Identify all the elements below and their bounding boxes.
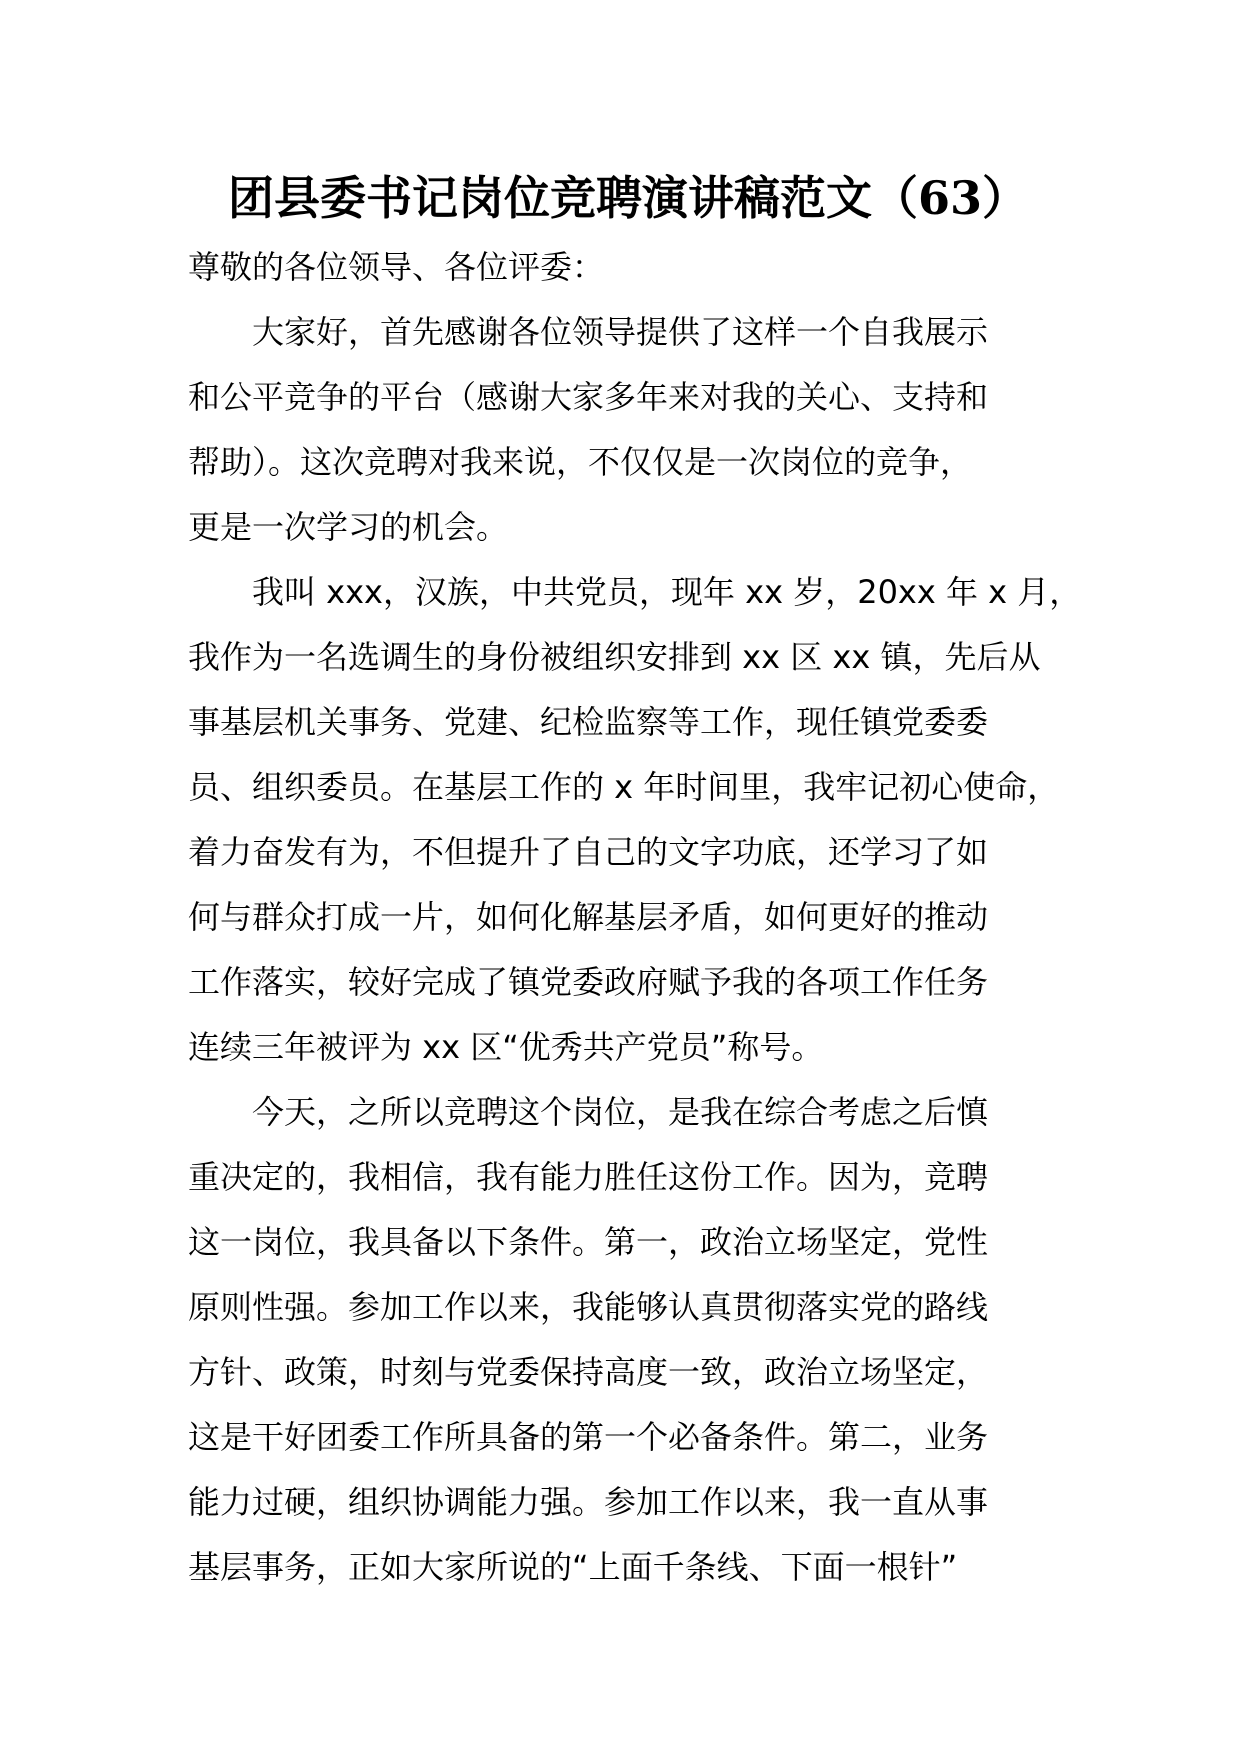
text-line: 今天，之所以竞聘这个岗位，是我在综合考虑之后慎 (252, 1093, 989, 1131)
text-line: 何与群众打成一片，如何化解基层矛盾，如何更好的推动 (188, 898, 989, 936)
paragraph-qualifications (188, 1080, 1078, 1600)
text-line: 这一岗位，我具备以下条件。第一，政治立场坚定，党性 (188, 1223, 989, 1261)
text-line: 着力奋发有为，不但提升了自己的文字功底，还学习了如 (188, 833, 989, 871)
text-line: 员、组织委员。在基层工作的 x 年时间里，我牢记初心使命， (188, 768, 1060, 806)
text-line: 连续三年被评为 xx 区“优秀共产党员”称号。 (188, 1028, 824, 1066)
text-line: 工作落实，较好完成了镇党委政府赋予我的各项工作任务 (188, 963, 989, 1001)
text-line: 能力过硬，组织协调能力强。参加工作以来，我一直从事 (188, 1483, 989, 1521)
text-line: 基层事务，正如大家所说的“上面千条线、下面一根针” (188, 1548, 958, 1586)
text-line: 大家好，首先感谢各位领导提供了这样一个自我展示 (252, 313, 989, 351)
text-line: 我作为一名选调生的身份被组织安排到 xx 区 xx 镇，先后从 (188, 638, 1041, 676)
text-line: 重决定的，我相信，我有能力胜任这份工作。因为，竞聘 (188, 1158, 989, 1196)
document-body (188, 235, 1082, 1600)
paragraph-greeting (188, 300, 1078, 560)
text-line: 这是干好团委工作所具备的第一个必备条件。第二，业务 (188, 1418, 989, 1456)
text-line: 原则性强。参加工作以来，我能够认真贯彻落实党的路线 (188, 1288, 989, 1326)
paragraph-introduction (188, 560, 1082, 1080)
text-line: 帮助）。这次竞聘对我来说，不仅仅是一次岗位的竞争， (188, 443, 973, 481)
text-line: 事基层机关事务、党建、纪检监察等工作，现任镇党委委 (188, 703, 989, 741)
document-title: 团县委书记岗位竞聘演讲稿范文（63） (227, 171, 1028, 225)
salutation: 尊敬的各位领导、各位评委： (188, 248, 605, 286)
text-line: 方针、政策，时刻与党委保持高度一致，政治立场坚定， (188, 1353, 989, 1391)
text-line: 和公平竞争的平台（感谢大家多年来对我的关心、支持和 (188, 378, 989, 416)
text-line: 我叫 xxx，汉族，中共党员，现年 xx 岁，20xx 年 x 月， (252, 573, 1082, 611)
text-line: 更是一次学习的机会。 (188, 508, 509, 546)
